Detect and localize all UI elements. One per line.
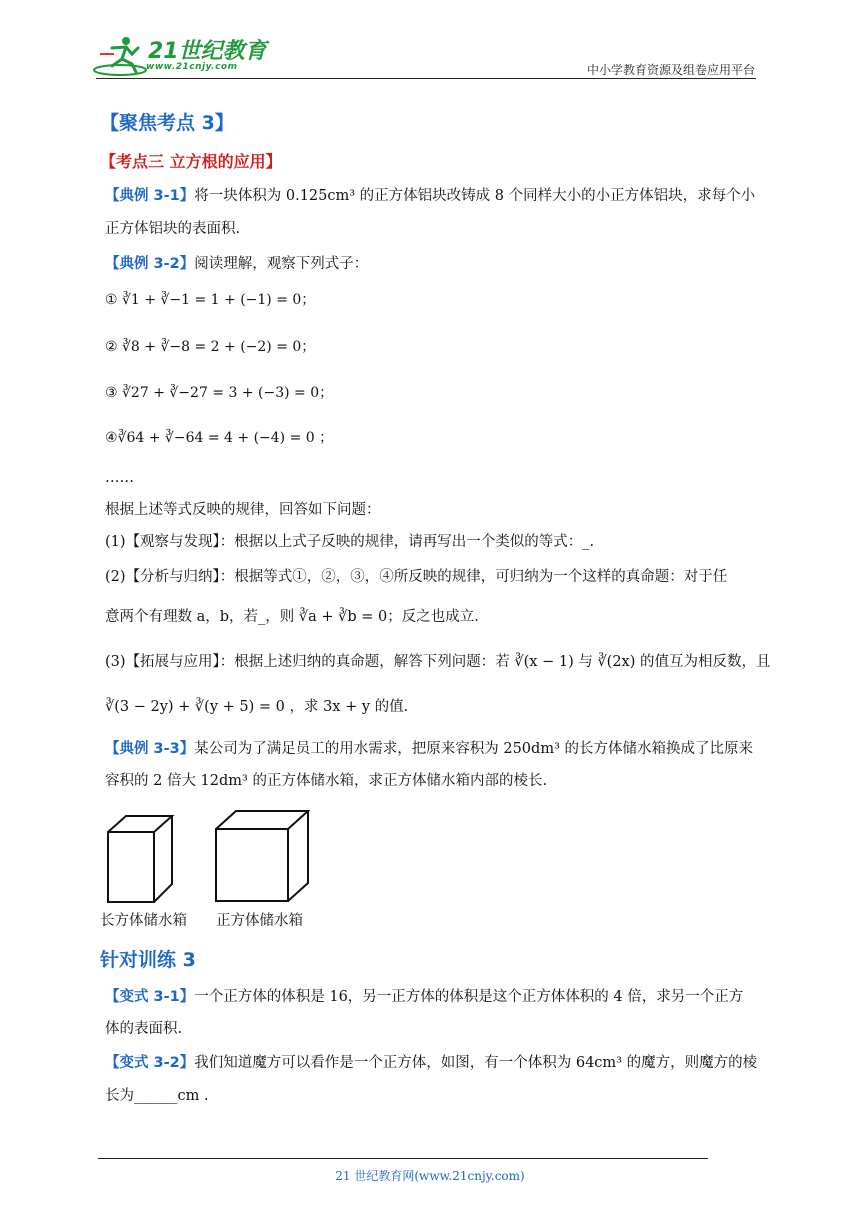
footer-text: 21 世纪教育网(www.21cnjy.com) bbox=[335, 1169, 525, 1183]
equation-3-text: ∛27 + ∛−27 = 3 + (−3) = 0； bbox=[122, 385, 334, 401]
example-3-2-intro bbox=[105, 254, 368, 274]
cuboid-tank-caption: 长方体储水箱 bbox=[100, 913, 187, 929]
question-2-line1: (2)【分析与归纳】：根据等式①，②，③，④所反映的规律，可归纳为一个这样的真命题：对于任 bbox=[105, 569, 728, 585]
variant-3-1-line2: 体的表面积. bbox=[105, 1021, 183, 1037]
variant-3-1-tag: 【变式 3-1】 bbox=[105, 989, 195, 1005]
example-3-2-intro-text: 阅读理解，观察下列式子： bbox=[194, 256, 369, 272]
example-3-3-text: 某公司为了满足员工的用水需求，把原来容积为 250dm³ 的长方体储水箱换成了比原来 bbox=[194, 741, 753, 757]
cube-tank-caption: 正方体储水箱 bbox=[216, 913, 303, 929]
equation-1-text: ∛1 + ∛−1 = 1 + (−1) = 0； bbox=[122, 292, 316, 308]
variant-3-2-line1 bbox=[105, 1053, 757, 1073]
question-1: (1)【观察与发现】：根据以上式子反映的规律，请再写出一个类似的等式：_. bbox=[105, 534, 595, 550]
equation-2 bbox=[105, 337, 315, 357]
practice-title: 针对训练 3 bbox=[100, 949, 196, 971]
header-platform-name: 中小学教育资源及组卷应用平台 bbox=[586, 63, 755, 77]
logo-text: 21世纪教育 bbox=[148, 39, 267, 64]
variant-3-2-text: 我们知道魔方可以看作是一个正方体，如图，有一个体积为 64cm³ 的魔方，则魔方的棱 bbox=[194, 1055, 758, 1071]
example-3-3-line2: 容积的 2 倍大 12dm³ 的正方体储水箱，求正方体储水箱内部的棱长. bbox=[105, 773, 548, 789]
question-lead: 根据上述等式反映的规律，回答如下问题： bbox=[105, 502, 381, 518]
header-divider bbox=[96, 78, 756, 79]
variant-3-2-tag: 【变式 3-2】 bbox=[105, 1055, 195, 1071]
equation-3-mark: ③ bbox=[105, 385, 118, 401]
example-3-1-text: 将一块体积为 0.125cm³ 的正方体铝块改铸成 8 个同样大小的小正方体铝块，求每个小 bbox=[194, 188, 756, 204]
water-tank-figure bbox=[100, 810, 330, 910]
question-3-line1: (3)【拓展与应用】：根据上述归纳的真命题，解答下列问题：若 ∛(x − 1) 与 ∛(2x) 的值互为相反数，且 bbox=[105, 654, 771, 670]
equation-1-mark: ① bbox=[105, 292, 118, 308]
equation-4 bbox=[105, 428, 333, 448]
equation-1 bbox=[105, 290, 315, 310]
variant-3-1-text: 一个正方体的体积是 16，另一正方体的体积是这个正方体体积的 4 倍，求另一个正方 bbox=[194, 989, 744, 1005]
example-3-1-line1 bbox=[105, 186, 755, 206]
variant-3-2-line2: 长为______cm . bbox=[105, 1088, 209, 1104]
cuboid-tank-icon bbox=[108, 816, 172, 902]
section-title: 【聚焦考点 3】 bbox=[100, 112, 234, 134]
example-3-1-tag: 【典例 3-1】 bbox=[105, 188, 195, 204]
example-3-3-line1 bbox=[105, 739, 753, 759]
example-3-2-tag: 【典例 3-2】 bbox=[105, 256, 195, 272]
example-3-3-tag: 【典例 3-3】 bbox=[105, 741, 195, 757]
footer-divider bbox=[98, 1158, 708, 1159]
example-3-1-line2: 正方体铝块的表面积. bbox=[105, 221, 241, 237]
equation-4-mark: ④ bbox=[105, 430, 118, 446]
equation-3 bbox=[105, 383, 333, 403]
variant-3-1-line1 bbox=[105, 987, 743, 1007]
question-3-line2: ∛(3 − 2y) + ∛(y + 5) = 0 ，求 3x + y 的值. bbox=[105, 699, 409, 715]
cube-tank-icon bbox=[216, 811, 308, 901]
equation-2-mark: ② bbox=[105, 339, 118, 355]
ellipsis: …… bbox=[105, 470, 134, 486]
equation-2-text: ∛8 + ∛−8 = 2 + (−2) = 0； bbox=[122, 339, 316, 355]
question-2-line2: 意两个有理数 a，b，若_，则 ∛a + ∛b = 0；反之也成立. bbox=[105, 609, 479, 625]
topic-title: 【考点三 立方根的应用】 bbox=[100, 152, 282, 171]
equation-4-text: ∛64 + ∛−64 = 4 + (−4) = 0 ； bbox=[117, 430, 334, 446]
logo-url: www.21cnjy.com bbox=[146, 62, 238, 72]
runner-logo-icon bbox=[92, 34, 152, 78]
